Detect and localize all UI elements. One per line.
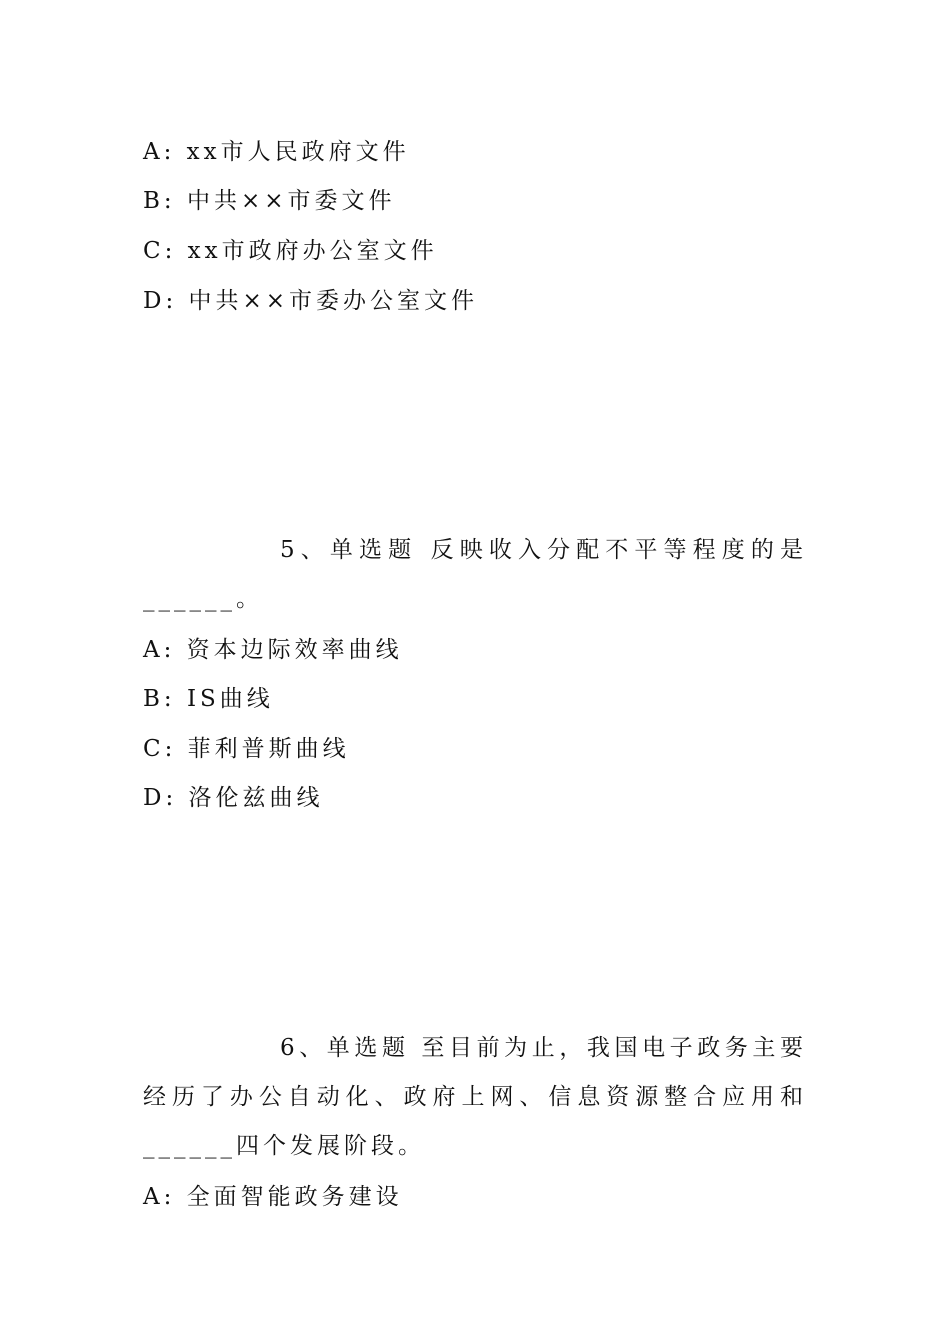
q5-option-b: B: IS曲线 <box>143 686 274 712</box>
q4-option-b: B: 中共××市委文件 <box>143 188 396 214</box>
q6-option-a: A: 全面智能政务建设 <box>143 1184 403 1210</box>
q4-option-c: C: xx市政府办公室文件 <box>143 238 438 264</box>
q5-option-d: D: 洛伦兹曲线 <box>143 785 324 811</box>
q4-option-a: A: xx市人民政府文件 <box>143 139 410 165</box>
q5-option-c: C: 菲利普斯曲线 <box>143 736 350 762</box>
q4-option-d: D: 中共××市委办公室文件 <box>143 288 479 314</box>
q5-option-a: A: 资本边际效率曲线 <box>143 637 403 663</box>
q6-stem: 6、单选题 至目前为止，我国电子政务主要经历了办公自动化、政府上网、信息资源整合应用和______四个发展阶段。 <box>143 1035 807 1159</box>
q5-stem: 5、单选题 反映收入分配不平等程度的是______。 <box>143 537 807 612</box>
